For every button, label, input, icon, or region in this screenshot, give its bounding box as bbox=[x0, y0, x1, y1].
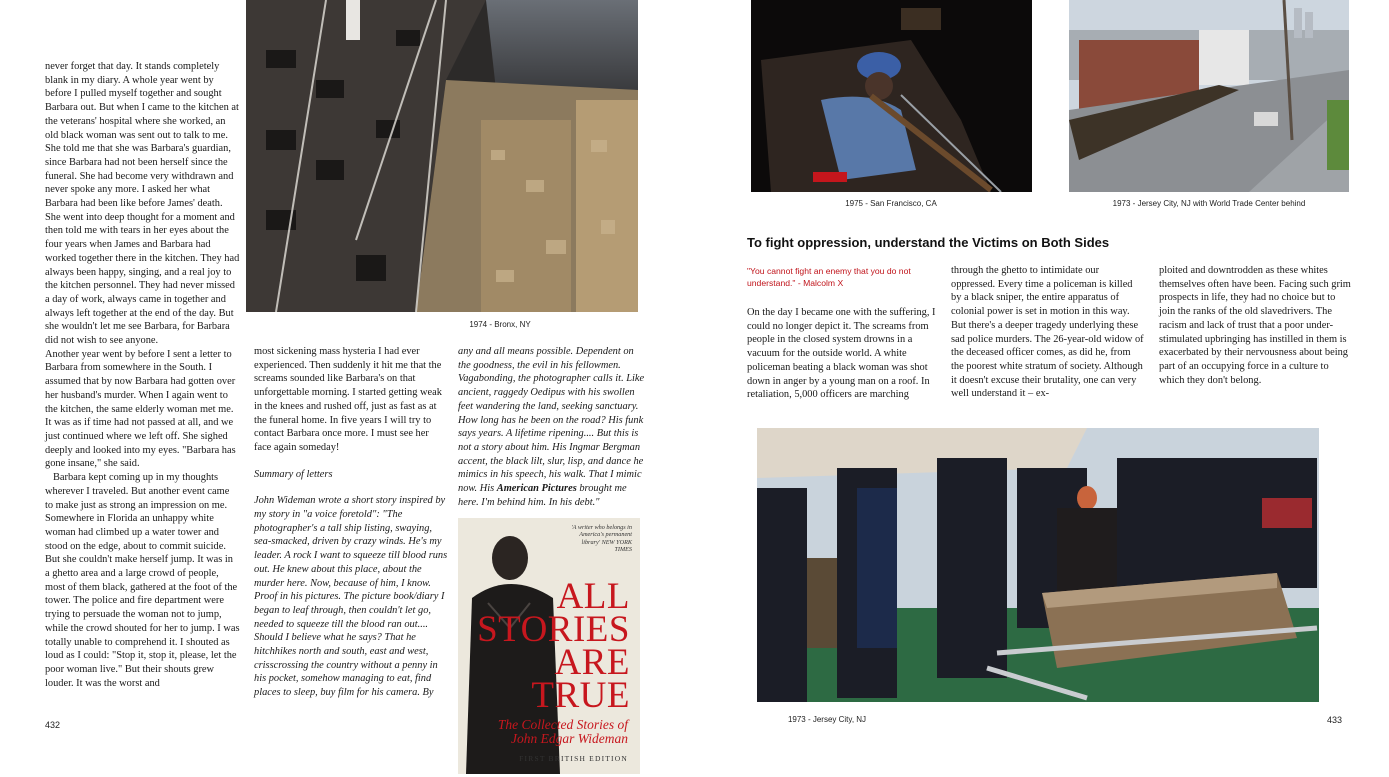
jersey-city-march-photo bbox=[1069, 0, 1349, 192]
section-heading: To fight oppression, understand the Victims on Both Sides bbox=[747, 235, 1110, 250]
malcolm-x-quote: "You cannot fight an enemy that you do not understand." - Malcolm X bbox=[747, 266, 911, 288]
photo-caption-jc-march: 1973 - Jersey City, NJ with World Trade Center behind bbox=[1112, 199, 1306, 208]
book-subtitle-line: John Edgar Wideman bbox=[511, 731, 628, 746]
paragraph: Another year went by before I sent a letter to Barbara from somewhere in the South. I assumed that by now Barbara had gotten over her husband's murder. When I again went to the kitchen, the same elderly woman met me. It was as if time had not passed at all, and we just continued where we left off. She sighed deeply and looked into my eyes. "Barbara has gone insane," she said. bbox=[45, 348, 236, 470]
book-title-line: ARE TRUE bbox=[531, 642, 630, 716]
left-column-2 bbox=[254, 345, 448, 700]
book-reference: American Pictures bbox=[496, 483, 577, 495]
quote-text: any and all means possible. Dependent on the goodness, the evil in his fellowmen. Vagabonding, the photographer calls it. Like ancient, raggedy Oedipus with his swollen feet wandering the land, seeking sanctuary. How long has he been on the road? His funk says years. A lifetime ripening.... But this is not a story about him. His Ingmar Bergman accent, the black lilt, slur, lisp, and dance he mimics in his speech, his walk. That I mimic now. His bbox=[458, 346, 645, 495]
book-subtitle bbox=[498, 718, 628, 746]
book-title-line: ALL bbox=[556, 576, 630, 617]
funeral-photo bbox=[757, 428, 1319, 702]
bronx-photo bbox=[246, 0, 638, 312]
paragraph: Barbara kept coming up in my thoughts wherever I traveled. But another event came to make just as strong an impression on me. Somewhere in Florida an unhappy white woman had climbed up a water tower and stood on the edge, about to commit suicide. But she couldn't make herself jump. It was in a ghetto area and a large crowd of people, most of them black, gathered at the foot of the tower. The police and fire department were trying to persuade the woman not to jump, while the crowd shouted for her to jump. I was totally unable to comprehend it. I shouted as loud as I could: "Stop it, stop it, please, let the poor woman live." But their shouts grew louder. It was the worst and bbox=[45, 472, 240, 689]
book-edition: FIRST BRITISH EDITION bbox=[519, 754, 628, 763]
paragraph: never forget that day. It stands completely blank in my diary. A whole year went by before I pulled myself together and sought Barbara out. But when I came to the kitchen at the veterans' hospital where she worked, an old black woman was sent out to talk to me. She told me that she was Barbara's guardian, since Barbara had not been herself since the funeral. She had become very withdrawn and never spoke any more. I asked her what Barbara had been like before James' death. She went into deep thought for a moment and then told me with tears in her eyes about the four years when James and Barbara had worked together there in the kitchen. They had always been happy, singing, and a real joy to the kitchen personnel. They had never missed a day of work, always came in together and always left together at the end of the day. But she wouldn't let me see Barbara, for Barbara did not wish to see anyone. bbox=[45, 61, 240, 347]
photo-caption-funeral: 1973 - Jersey City, NJ bbox=[787, 715, 867, 724]
right-column-1: On the day I became one with the suffering, I could no longer depict it. The screams from people in the closed system drowns in a vacuum for the outside world. A white policeman beating a black woman was shot down in anger by a young man on a roof. In retaliation, 5,000 officers are marching bbox=[747, 307, 936, 401]
book-subtitle-line: The Collected Stories of bbox=[497, 717, 628, 732]
book-title-line: STORIES bbox=[477, 609, 630, 650]
left-column-1 bbox=[45, 60, 240, 690]
book-cover bbox=[458, 518, 640, 774]
right-column-3: ploited and downtrodden as these whites themselves often have been. Facing such grim prospects in life, they had no choice but to join the ranks of the old slavedrivers. The racism and lack of trust that a poor under-stimulated upbringing has instilled in them is exacerbated by their nervousness about being part of an occupying force in a culture to which they don't belong. bbox=[1159, 265, 1351, 386]
quote-text-end: brought me here. I'm behind him. In his debt." bbox=[458, 483, 627, 508]
right-column-2: through the ghetto to intimidate our oppressed. Every time a policeman is killed by a black sniper, the entire apparatus of colonial power is set in motion in this way. But there's a deeper tragedy underlying these sad police murders. The 26-year-old widow of the deceased officer comes, as did he, from the poorest white stratum of society. Although it doesn't excuse their brutality, one can very well understand it – ex- bbox=[951, 265, 1144, 400]
paragraph: most sickening mass hysteria I had ever experienced. Then suddenly it hit me that the screams sounded like Barbara's on that unforgettable morning. I started getting weak in the knees and rushed off, just as fast as at the funeral home. In five years I will try to contact Barbara once more. I must see her face again someday! bbox=[254, 346, 442, 453]
left-column-3 bbox=[458, 345, 648, 509]
photo-caption-sf: 1975 - San Francisco, CA bbox=[845, 199, 937, 208]
page-number-right: 433 bbox=[1327, 715, 1343, 725]
wideman-quote-continued bbox=[458, 345, 648, 509]
wideman-quote: John Wideman wrote a short story inspired by my story in "a voice foretold": "The photographer's a tall ship listing, swaying, sea-smacked, driven by crazy winds. He's my leader. A rock I want to squeeze till blood runs out. He knew about this place, about the murder here. Now, because of him, I know. Proof in his pictures. The picture book/diary I began to leaf through, then couldn't let go, needed to squeeze till the blood ran out.... Should I believe what he says? That he hitchhikes north and south, east and west, crisscrossing the country without a penny in his pocket, somehow managing to eat, find places to sleep, buy film for his camera. By bbox=[254, 495, 448, 699]
book-title bbox=[458, 576, 630, 716]
photo-caption-bronx: 1974 - Bronx, NY bbox=[469, 320, 531, 329]
book-quote: 'A writer who belongs in America's permanent library' NEW YORK TIMES bbox=[571, 524, 632, 554]
page-number-left: 432 bbox=[45, 720, 61, 730]
summary-heading: Summary of letters bbox=[254, 468, 333, 480]
san-francisco-photo bbox=[751, 0, 1032, 192]
